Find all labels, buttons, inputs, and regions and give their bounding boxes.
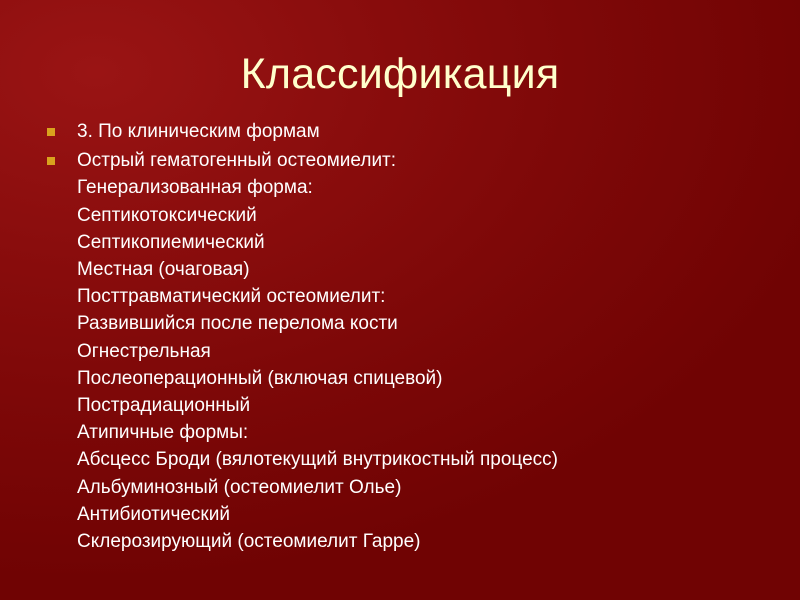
bullet-item xyxy=(47,147,787,555)
bullet-line: Альбуминозный (остеомиелит Олье) xyxy=(77,476,402,498)
bullet-line: Генерализованная форма: xyxy=(77,177,313,199)
bullet-line: Абсцесс Броди (вялотекущий внутрикостный процесс) xyxy=(77,449,558,471)
bullet-line: Местная (очаговая) xyxy=(77,259,250,281)
bullet-line: 3. По клиническим формам xyxy=(77,121,320,142)
bullet-line: Острый гематогенный остеомиелит: xyxy=(77,150,397,172)
bullet-list xyxy=(47,118,787,557)
bullet-line: Развившийся после перелома кости xyxy=(77,313,398,335)
square-bullet-icon xyxy=(47,157,55,165)
bullet-line: Антибиотический xyxy=(77,503,230,525)
bullet-line: Послеоперационный (включая спицевой) xyxy=(77,367,443,389)
bullet-line: Посттравматический остеомиелит: xyxy=(77,286,386,308)
bullet-line: Септикопиемический xyxy=(77,231,265,253)
bullet-line: Атипичные формы: xyxy=(77,422,249,444)
bullet-line: Огнестрельная xyxy=(77,340,211,362)
slide-title: Классификация xyxy=(240,50,560,98)
bullet-line: Септикотоксический xyxy=(77,204,257,226)
bullet-line: Склерозирующий (остеомиелит Гарре) xyxy=(77,531,421,553)
square-bullet-icon xyxy=(47,128,55,136)
bullet-item xyxy=(47,118,787,145)
bullet-line: Пострадиационный xyxy=(77,395,251,417)
